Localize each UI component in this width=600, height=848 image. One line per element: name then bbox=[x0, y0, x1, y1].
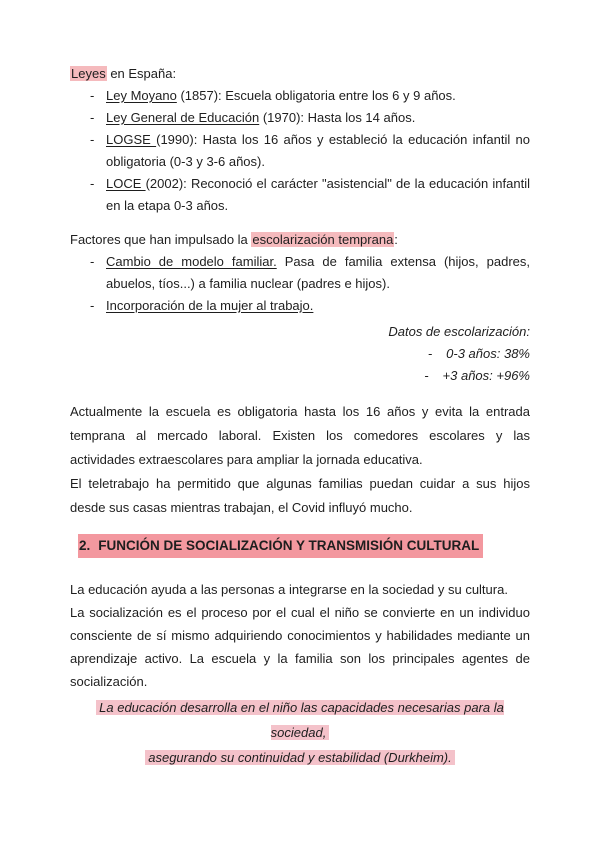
underlined-lead: LOGSE bbox=[106, 132, 157, 147]
section2-paragraphs bbox=[70, 578, 530, 693]
list-item-logse bbox=[70, 129, 530, 173]
list-item-text bbox=[106, 173, 530, 217]
datos-item-mas-3 bbox=[70, 365, 530, 387]
list-item-text bbox=[106, 251, 530, 295]
highlight-leyes: Leyes bbox=[71, 66, 106, 81]
dash-bullet: - bbox=[90, 254, 95, 269]
heading-highlight bbox=[78, 534, 483, 558]
paragraph-actualmente: Actualmente la escuela es obligatoria hasta los 16 años y evita la entrada temprana al mercado laboral. Existen los comedores escolares y las actividades extraescolares para ampliar la jornada educativa. bbox=[70, 404, 530, 467]
body-paragraphs bbox=[70, 400, 530, 520]
paragraph-educacion-ayuda: La educación ayuda a las personas a integrarse en la sociedad y su cultura. bbox=[70, 582, 508, 597]
underlined-lead: Ley Moyano bbox=[106, 88, 177, 103]
item-rest: Pasa de familia extensa (hijos, padres, abuelos, tíos...) a familia nuclear (padres e hijos). bbox=[106, 254, 530, 291]
quote-line-2: asegurando su continuidad y estabilidad (Durkheim). bbox=[145, 750, 455, 765]
underlined-lead: LOCE bbox=[106, 176, 146, 191]
factores-paragraph bbox=[70, 229, 530, 251]
list-item-text bbox=[106, 85, 530, 107]
datos-value: +3 años: +96% bbox=[442, 368, 530, 383]
list-item-text bbox=[106, 107, 530, 129]
section-heading bbox=[78, 534, 530, 558]
list-item-text bbox=[106, 295, 530, 317]
laws-list bbox=[70, 85, 530, 217]
item-rest: (1990): Hasta los 16 años y estableció la educación infantil no obligatoria (0-3 y 3-6 años). bbox=[106, 132, 530, 169]
factores-before: Factores que han impulsado la bbox=[70, 232, 252, 247]
datos-item-0-3 bbox=[70, 343, 530, 365]
factores-list bbox=[70, 251, 530, 317]
highlight-escolarizacion-temprana: escolarización temprana bbox=[252, 232, 394, 247]
list-item-incorporacion-mujer bbox=[70, 295, 530, 317]
item-rest: (1970): Hasta los 14 años. bbox=[259, 110, 416, 125]
dash-bullet: - bbox=[90, 132, 95, 147]
intro-paragraph bbox=[70, 63, 530, 85]
item-rest: (2002): Reconoció el carácter "asistencial" de la educación infantil en la etapa 0-3 años. bbox=[106, 176, 530, 213]
dash-bullet: - bbox=[90, 88, 95, 103]
list-item-cambio-modelo bbox=[70, 251, 530, 295]
list-item-loce bbox=[70, 173, 530, 217]
list-item-ley-moyano bbox=[70, 85, 530, 107]
paragraph-socializacion: La socialización es el proceso por el cual el niño se convierte en un individuo consciente de sí mismo adquiriendo conocimientos y habilidades mediante un aprendizaje activo. La escuela y la familia son los principales agentes de socialización. bbox=[70, 605, 530, 689]
datos-title: Datos de escolarización: bbox=[388, 324, 530, 339]
underlined-lead: Incorporación de la mujer al trabajo. bbox=[106, 298, 314, 313]
list-item-ley-general bbox=[70, 107, 530, 129]
datos-block bbox=[70, 321, 530, 387]
datos-value: 0-3 años: 38% bbox=[446, 346, 530, 361]
dash-bullet: - bbox=[90, 176, 95, 191]
underlined-lead: Cambio de modelo familiar. bbox=[106, 254, 277, 269]
heading-text: FUNCIÓN DE SOCIALIZACIÓN Y TRANSMISIÓN CULTURAL bbox=[98, 538, 480, 553]
underlined-lead: Ley General de Educación bbox=[106, 110, 260, 125]
item-rest: (1857): Escuela obligatoria entre los 6 y 9 años. bbox=[176, 88, 456, 103]
list-item-text bbox=[106, 129, 530, 173]
factores-after: : bbox=[394, 232, 398, 247]
quote-line-1: La educación desarrolla en el niño las capacidades necesarias para la sociedad, bbox=[96, 700, 504, 740]
dash-bullet: - bbox=[427, 346, 433, 361]
dash-bullet: - bbox=[90, 298, 95, 313]
dash-bullet: - bbox=[90, 110, 95, 125]
durkheim-quote bbox=[70, 695, 530, 770]
heading-number: 2. bbox=[79, 538, 91, 553]
dash-bullet: - bbox=[424, 368, 429, 383]
intro-rest: en España: bbox=[106, 66, 177, 81]
paragraph-teletrabajo: El teletrabajo ha permitido que algunas familias puedan cuidar a sus hijos desde sus casas mientras trabajan, el Covid influyó mucho. bbox=[70, 476, 530, 515]
